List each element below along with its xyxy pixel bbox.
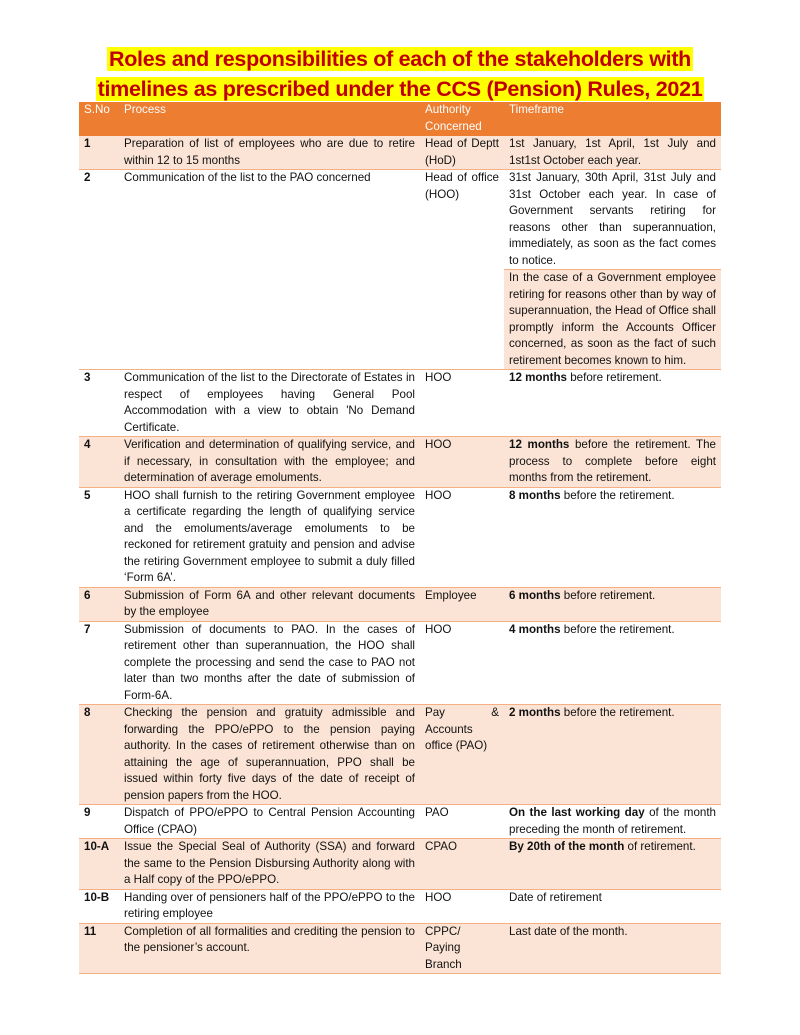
cell-timeframe <box>504 270 721 370</box>
cell-authority: Pay & Accounts office (PAO) <box>420 705 504 805</box>
timeframe-text: In the case of a Government employee retiring for reasons other than by way of superannuation, the Head of Office shall promptly inform the Accounts Officer concerned, as soon as the fact of such retirement becomes known to him. <box>509 271 716 367</box>
timeframe-text: before the retirement. <box>560 706 675 719</box>
timeframe-emphasis: 4 months <box>509 622 561 636</box>
cell-authority: HOO <box>420 487 504 587</box>
timeframe-text: Last date of the month. <box>509 924 628 938</box>
cell-process: Dispatch of PPO/ePPO to Central Pension Accounting Office (CPAO) <box>119 805 420 839</box>
cell-sno: 9 <box>79 805 119 839</box>
responsibilities-table <box>79 102 721 974</box>
timeframe-text: before the retirement. <box>560 488 675 502</box>
cell-process: Submission of Form 6A and other relevant documents by the employee <box>119 587 420 621</box>
cell-process: Checking the pension and gratuity admissible and forwarding the PPO/ePPO to the pension paying authority. In the cases of retirement otherwise than on attaining the age of superannuation, PPO shall be issued within forty five days of the date of receipt of pension papers from the HOO. <box>119 705 420 805</box>
timeframe-text: before retirement. <box>560 588 656 602</box>
cell-process: Submission of documents to PAO. In the cases of retirement other than superannuation, the HOO shall complete the processing and send the case to PAO not later than two months after the date of submission of Form-6A. <box>119 621 420 705</box>
cell-process: Communication of the list to the PAO concerned <box>119 170 420 370</box>
table-row <box>79 170 721 270</box>
timeframe-text: before retirement. <box>566 371 662 384</box>
cell-sno: 10-B <box>79 889 119 923</box>
cell-process: Handing over of pensioners half of the PPO/ePPO to the retiring employee <box>119 889 420 923</box>
cell-sno: 8 <box>79 705 119 805</box>
timeframe-text: of retirement. <box>624 840 696 853</box>
timeframe-text: 31st January, 30th April, 31st July and 31st October each year. In case of Government servants retiring for reasons other than superannuation, immediately, as soon as the fact comes to notice. <box>509 171 716 267</box>
table-row <box>79 370 721 437</box>
table-row <box>79 487 721 587</box>
cell-timeframe <box>504 805 721 839</box>
cell-timeframe <box>504 487 721 587</box>
cell-process: Preparation of list of employees who are due to retire within 12 to 15 months <box>119 136 420 170</box>
cell-timeframe <box>504 705 721 805</box>
cell-authority: Head of office (HOO) <box>420 170 504 370</box>
timeframe-emphasis: 12 months <box>509 438 570 451</box>
cell-authority: Head of Deptt (HoD) <box>420 136 504 170</box>
timeframe-emphasis: 8 months <box>509 488 561 502</box>
cell-process: HOO shall furnish to the retiring Government employee a certificate regarding the length of qualifying service and the emoluments/average emoluments to be reckoned for retirement gratuity and pension and advise the retiring Government employee to submit a duly filled ‘Form 6A’. <box>119 487 420 587</box>
cell-sno: 3 <box>79 370 119 437</box>
cell-authority: HOO <box>420 621 504 705</box>
timeframe-emphasis: 6 months <box>509 588 561 602</box>
cell-timeframe <box>504 170 721 270</box>
timeframe-emphasis: 12 months <box>509 371 567 384</box>
document-title <box>79 44 721 104</box>
title-line-2: timelines as prescribed under the CCS (Pension) Rules, 2021 <box>97 77 703 101</box>
cell-sno: 10-A <box>79 839 119 890</box>
cell-timeframe <box>504 839 721 890</box>
cell-authority: PAO <box>420 805 504 839</box>
timeframe-text: Date of retirement <box>509 890 602 904</box>
cell-timeframe <box>504 587 721 621</box>
cell-sno: 2 <box>79 170 119 370</box>
timeframe-text: of the month preceding the month of retirement. <box>509 806 717 836</box>
timeframe-emphasis: On the last working day <box>509 806 645 819</box>
table-row <box>79 136 721 170</box>
cell-authority: HOO <box>420 889 504 923</box>
table-row <box>79 839 721 890</box>
cell-process: Verification and determination of qualifying service, and if necessary, in consultation with the employee; and determination of average emoluments. <box>119 437 420 488</box>
cell-process: Completion of all formalities and crediting the pension to the pensioner’s account. <box>119 923 420 974</box>
cell-sno: 6 <box>79 587 119 621</box>
cell-process: Communication of the list to the Directorate of Estates in respect of employees having General Pool Accommodation with a view to obtain 'No Demand Certificate. <box>119 370 420 437</box>
table-row <box>79 437 721 488</box>
header-process: Process <box>119 102 420 136</box>
timeframe-emphasis: 2 months <box>509 706 561 719</box>
cell-timeframe <box>504 621 721 705</box>
cell-authority: HOO <box>420 437 504 488</box>
header-sno: S.No <box>79 102 119 136</box>
cell-timeframe <box>504 889 721 923</box>
table-row <box>79 889 721 923</box>
cell-timeframe <box>504 136 721 170</box>
title-line-1: Roles and responsibilities of each of the stakeholders with <box>108 47 692 71</box>
cell-sno: 1 <box>79 136 119 170</box>
table-row <box>79 587 721 621</box>
cell-timeframe <box>504 437 721 488</box>
table-row <box>79 705 721 805</box>
cell-sno: 11 <box>79 923 119 974</box>
table-row <box>79 923 721 974</box>
cell-sno: 5 <box>79 487 119 587</box>
cell-authority: CPAO <box>420 839 504 890</box>
table-row <box>79 805 721 839</box>
header-timeframe: Timeframe <box>504 102 721 136</box>
timeframe-emphasis: By 20th of the month <box>509 840 625 853</box>
cell-sno: 7 <box>79 621 119 705</box>
cell-timeframe <box>504 370 721 437</box>
cell-sno: 4 <box>79 437 119 488</box>
cell-authority: HOO <box>420 370 504 437</box>
table-row <box>79 621 721 705</box>
cell-timeframe <box>504 923 721 974</box>
cell-process: Issue the Special Seal of Authority (SSA) and forward the same to the Pension Disbursing Authority along with a Half copy of the PPO/ePPO. <box>119 839 420 890</box>
timeframe-text: 1st January, 1st April, 1st July and 1st1st October each year. <box>509 137 716 167</box>
timeframe-text: before the retirement. <box>560 622 675 636</box>
table-header <box>79 102 721 136</box>
timeframe-text: before the retirement. The process to complete before eight months from the retirement. <box>509 438 716 484</box>
cell-authority: Employee <box>420 587 504 621</box>
cell-authority: CPPC/ Paying Branch <box>420 923 504 974</box>
header-authority: Authority Concerned <box>420 102 504 136</box>
